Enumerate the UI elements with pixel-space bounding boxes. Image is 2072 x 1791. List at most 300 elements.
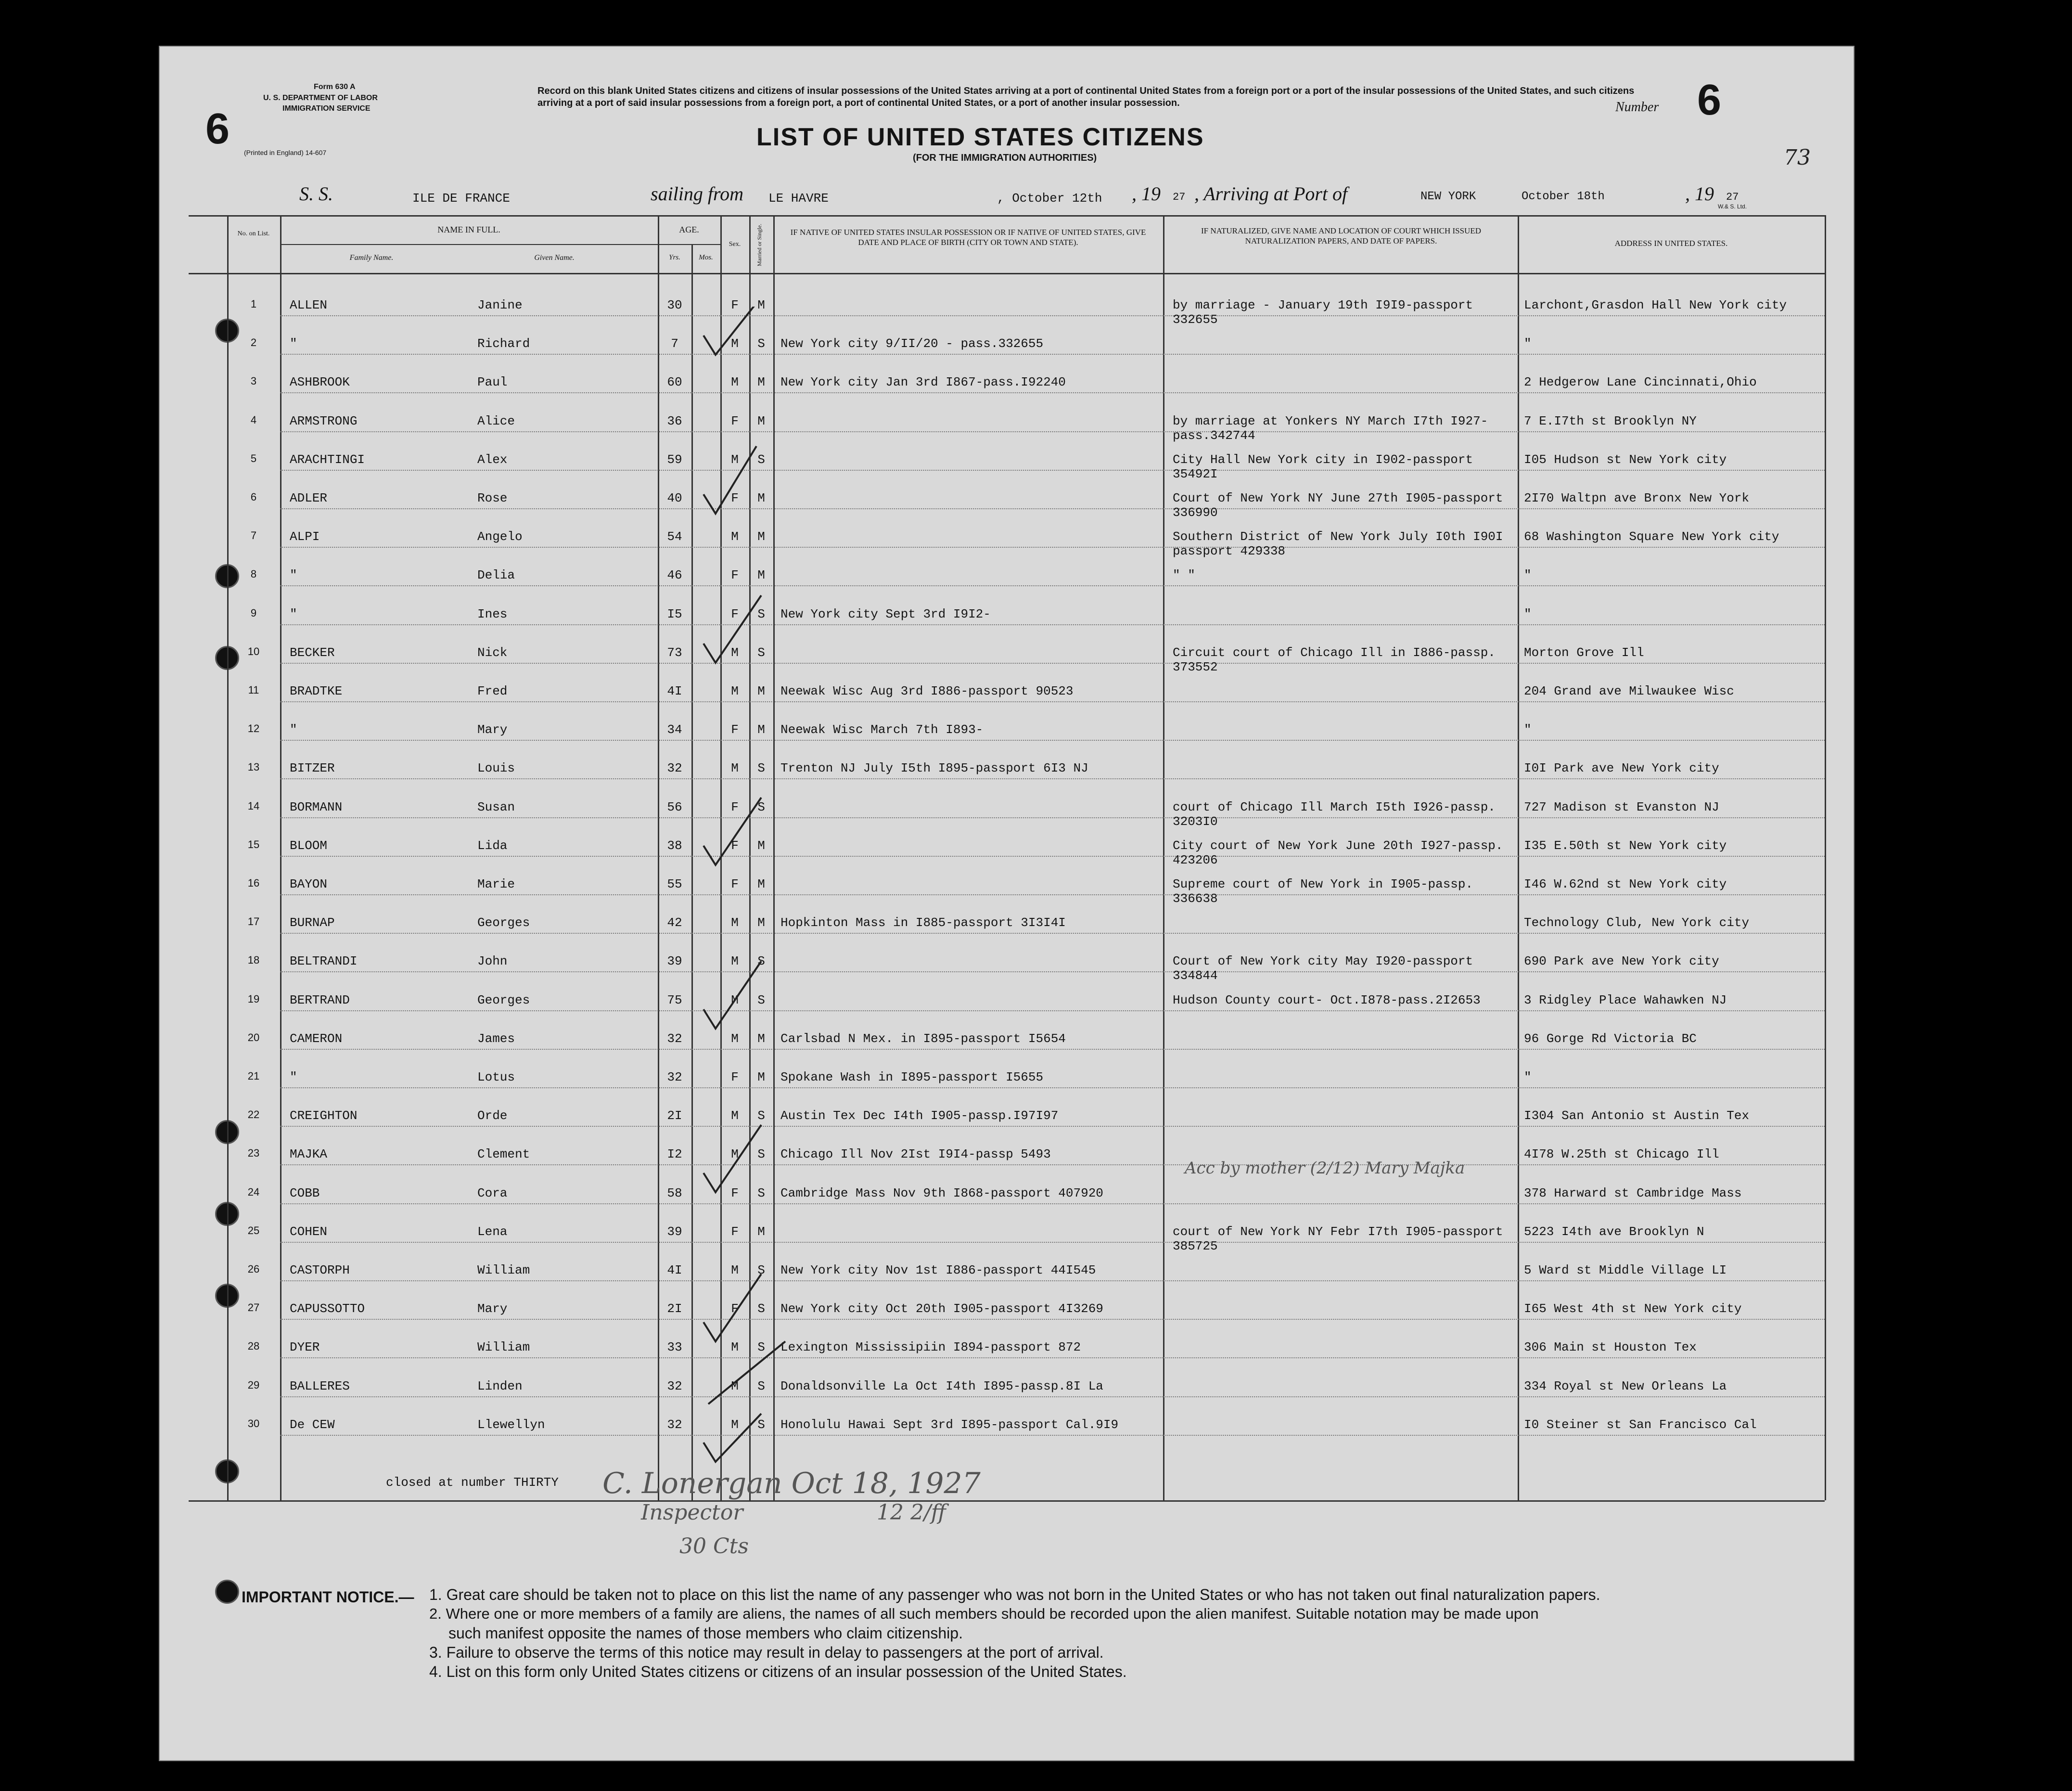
row-23-note: Acc by mother (2/12) Mary Majka xyxy=(1185,1159,1465,1178)
row-rule xyxy=(280,1087,1825,1088)
marital-status: S xyxy=(757,1263,765,1277)
marital-status: M xyxy=(757,1070,765,1084)
row-rule xyxy=(280,1435,1825,1436)
row-number: 17 xyxy=(247,915,260,928)
naturalization-details: Court of New York city May I920-passport xyxy=(1173,954,1473,969)
row-number: 1 xyxy=(250,298,257,310)
reference-note: 12 2/ff xyxy=(877,1500,946,1525)
marital-status: S xyxy=(757,954,765,969)
naturalization-details: " " xyxy=(1173,568,1195,583)
manifest-rows xyxy=(160,287,1854,1491)
row-rule xyxy=(280,431,1825,432)
table-row xyxy=(160,442,1854,480)
family-name: " xyxy=(290,722,297,737)
given-name: Lida xyxy=(477,838,508,853)
row-number: 15 xyxy=(247,838,260,850)
family-name: CREIGHTON xyxy=(290,1108,358,1123)
sex: F xyxy=(731,606,739,621)
age-years: 54 xyxy=(667,529,682,544)
page-number: 73 xyxy=(1784,145,1811,170)
table-row xyxy=(160,982,1854,1021)
closing-note: closed at number THIRTY xyxy=(386,1475,559,1490)
table-row xyxy=(160,287,1854,326)
given-name: Fred xyxy=(477,684,508,698)
number-value: 6 xyxy=(1697,76,1722,124)
table-row xyxy=(160,596,1854,635)
inspector-title: Inspector xyxy=(641,1500,743,1525)
marital-status: S xyxy=(757,336,765,351)
naturalization-details: Southern District of New York July I0th I90I xyxy=(1173,529,1503,544)
row-number: 18 xyxy=(247,954,260,966)
family-name: BELTRANDI xyxy=(290,954,358,969)
us-address: 690 Park ave New York city xyxy=(1524,954,1719,969)
us-address: 2 Hedgerow Lane Cincinnati,Ohio xyxy=(1524,375,1757,390)
row-rule xyxy=(280,933,1825,934)
naturalization-passport: 373552 xyxy=(1173,659,1218,674)
us-address: I304 San Antonio st Austin Tex xyxy=(1524,1108,1750,1123)
row-number: 29 xyxy=(247,1379,260,1391)
notice-item-4: 4. List on this form only United States citizens or citizens of an insular possession of the United States. xyxy=(429,1663,1127,1680)
table-row xyxy=(160,557,1854,596)
given-name: Angelo xyxy=(477,529,523,544)
naturalization-passport: 336990 xyxy=(1173,505,1218,520)
naturalization-passport: 35492I xyxy=(1173,466,1218,481)
family-name: ADLER xyxy=(290,491,328,505)
naturalization-details: by marriage - January 19th I9I9-passport xyxy=(1173,298,1473,312)
sex: F xyxy=(731,298,739,312)
family-name: BALLERES xyxy=(290,1379,350,1393)
family-name: BITZER xyxy=(290,761,335,776)
notice-lead: IMPORTANT NOTICE.— xyxy=(242,1588,414,1606)
naturalization-details: Circuit court of Chicago Ill in I886-passp. xyxy=(1173,645,1496,660)
header-family: Family Name. xyxy=(349,254,394,262)
row-rule xyxy=(280,1396,1825,1397)
naturalization-passport: passport 429338 xyxy=(1173,544,1286,559)
birth-details: Spokane Wash in I895-passport I5655 xyxy=(780,1070,1044,1084)
given-name: Mary xyxy=(477,1301,508,1316)
age-years: 42 xyxy=(667,915,682,930)
given-name: Orde xyxy=(477,1108,508,1123)
family-name: ALPI xyxy=(290,529,320,544)
us-address: 4I78 W.25th st Chicago Ill xyxy=(1524,1147,1719,1162)
table-top-rule xyxy=(189,215,1825,217)
printer-mark: W.& S. Ltd. xyxy=(1718,203,1747,210)
marital-status: M xyxy=(757,298,765,312)
age-years: 32 xyxy=(667,1417,682,1432)
header-mos: Mos. xyxy=(699,254,713,261)
birth-details: New York city Sept 3rd I9I2- xyxy=(780,606,991,621)
table-row xyxy=(160,828,1854,866)
sex: M xyxy=(731,1031,739,1046)
row-number: 25 xyxy=(247,1224,260,1237)
ship-name: ILE DE FRANCE xyxy=(412,191,510,206)
marital-status: S xyxy=(757,761,765,776)
marital-status: S xyxy=(757,992,765,1007)
age-years: 39 xyxy=(667,954,682,969)
row-number: 11 xyxy=(248,684,259,696)
age-years: 46 xyxy=(667,568,682,583)
row-number: 4 xyxy=(250,413,257,426)
family-name: BECKER xyxy=(290,645,335,660)
marital-status: S xyxy=(757,1379,765,1393)
given-name: Llewellyn xyxy=(477,1417,545,1432)
row-number: 9 xyxy=(250,606,257,619)
table-row xyxy=(160,519,1854,557)
us-address: 3 Ridgley Place Wahawken NJ xyxy=(1524,992,1727,1007)
family-name: De CEW xyxy=(290,1417,335,1432)
us-address: 204 Grand ave Milwaukee Wisc xyxy=(1524,684,1734,698)
us-address: " xyxy=(1524,722,1532,737)
marital-status: S xyxy=(757,1301,765,1316)
marital-status: M xyxy=(757,1031,765,1046)
age-years: 56 xyxy=(667,799,682,814)
sex: F xyxy=(731,413,739,428)
birth-details: New York city Nov 1st I886-passport 44I545 xyxy=(780,1263,1096,1277)
naturalization-passport: 334844 xyxy=(1173,968,1218,983)
given-name: Ines xyxy=(477,606,508,621)
table-row xyxy=(160,635,1854,673)
family-name: BORMANN xyxy=(290,799,343,814)
row-number: 24 xyxy=(247,1185,260,1198)
row-rule xyxy=(280,1280,1825,1281)
naturalization-passport: 336638 xyxy=(1173,891,1218,906)
row-number: 16 xyxy=(247,877,260,889)
naturalization-details: City court of New York June 20th I927-passp. xyxy=(1173,838,1503,853)
sex: F xyxy=(731,1070,739,1084)
naturalization-details: City Hall New York city in I902-passport xyxy=(1173,452,1473,467)
table-row xyxy=(160,1021,1854,1059)
row-number: 5 xyxy=(250,452,257,464)
number-label: Number xyxy=(1615,100,1659,115)
table-row xyxy=(160,1407,1854,1445)
sex: M xyxy=(731,1147,739,1162)
family-name: BAYON xyxy=(290,877,328,891)
row-number: 27 xyxy=(247,1301,260,1314)
age-years: 58 xyxy=(667,1185,682,1200)
table-row xyxy=(160,1368,1854,1407)
row-number: 7 xyxy=(250,529,257,542)
marital-status: M xyxy=(757,722,765,737)
us-address: 68 Washington Square New York city xyxy=(1524,529,1779,544)
row-rule xyxy=(280,315,1825,316)
birth-details: Hopkinton Mass in I885-passport 3I3I4I xyxy=(780,915,1066,930)
table-row xyxy=(160,1098,1854,1136)
notice-item-1: 1. Great care should be taken not to place on this list the name of any passenger who was not born in the United States or who has not taken out final naturalization papers. xyxy=(429,1586,1600,1603)
marital-status: M xyxy=(757,568,765,583)
us-address: I65 West 4th st New York city xyxy=(1524,1301,1742,1316)
check-marks xyxy=(689,307,814,1495)
row-number: 22 xyxy=(247,1108,260,1121)
given-name: Linden xyxy=(477,1379,523,1393)
naturalization-passport: 332655 xyxy=(1173,312,1218,327)
age-years: 30 xyxy=(667,298,682,312)
row-rule xyxy=(280,1049,1825,1050)
naturalization-passport: 423206 xyxy=(1173,852,1218,867)
form-title: LIST OF UNITED STATES CITIZENS xyxy=(756,123,1204,151)
birth-details: Honolulu Hawai Sept 3rd I895-passport Cal.9I9 xyxy=(780,1417,1119,1432)
age-years: 40 xyxy=(667,491,682,505)
us-address: 5 Ward st Middle Village LI xyxy=(1524,1263,1727,1277)
notice-item-2b: such manifest opposite the names of those members who claim citizenship. xyxy=(448,1624,963,1642)
row-rule xyxy=(280,1164,1825,1165)
printed-note: (Printed in England) 14-607 xyxy=(244,149,327,156)
age-years: 7 xyxy=(671,336,678,351)
arriving-label: , Arriving at Port of xyxy=(1194,183,1348,205)
birth-details: Austin Tex Dec I4th I905-passp.I97I97 xyxy=(780,1108,1059,1123)
family-name: BERTRAND xyxy=(290,992,350,1007)
age-years: 55 xyxy=(667,877,682,891)
birth-details: Lexington Mississipiin I894-passport 872 xyxy=(780,1340,1081,1355)
age-years: 36 xyxy=(667,413,682,428)
family-name: " xyxy=(290,606,297,621)
family-name: " xyxy=(290,1070,297,1084)
row-rule xyxy=(280,778,1825,779)
arrival-port: NEW YORK xyxy=(1420,190,1476,203)
given-name: John xyxy=(477,954,508,969)
us-address: 7 E.I7th st Brooklyn NY xyxy=(1524,413,1697,428)
us-address: " xyxy=(1524,1070,1532,1084)
given-name: William xyxy=(477,1340,530,1355)
arrival-year: 27 xyxy=(1726,191,1739,203)
given-name: Paul xyxy=(477,375,508,390)
row-number: 30 xyxy=(247,1417,260,1430)
sailing-year: 27 xyxy=(1173,191,1186,203)
row-number: 20 xyxy=(247,1031,260,1044)
birth-details: Carlsbad N Mex. in I895-passport I5654 xyxy=(780,1031,1066,1046)
row-number: 26 xyxy=(247,1263,260,1275)
age-years: 32 xyxy=(667,1379,682,1393)
birth-details: New York city Jan 3rd I867-pass.I92240 xyxy=(780,375,1066,390)
us-address: 2I70 Waltpn ave Bronx New York xyxy=(1524,491,1750,505)
header-address: ADDRESS IN UNITED STATES. xyxy=(1614,239,1728,248)
row-number: 3 xyxy=(250,375,257,387)
marital-status: S xyxy=(757,645,765,660)
manifest-page xyxy=(159,46,1855,1761)
age-years: 4I xyxy=(667,1263,682,1277)
naturalization-details: by marriage at Yonkers NY March I7th I927- xyxy=(1173,413,1488,428)
service: IMMIGRATION SERVICE xyxy=(282,104,371,113)
naturalization-passport: pass.342744 xyxy=(1173,428,1255,443)
sex: F xyxy=(731,722,739,737)
header-name: NAME IN FULL. xyxy=(437,225,500,234)
age-years: 75 xyxy=(667,992,682,1007)
naturalization-passport: 3203I0 xyxy=(1173,814,1218,829)
sex: F xyxy=(731,877,739,891)
table-row xyxy=(160,1329,1854,1368)
table-row xyxy=(160,326,1854,364)
family-name: DYER xyxy=(290,1340,320,1355)
birth-details: New York city Oct 20th I905-passport 4I3269 xyxy=(780,1301,1103,1316)
family-name: MAJKA xyxy=(290,1147,328,1162)
marital-status: S xyxy=(757,606,765,621)
row-rule xyxy=(280,1126,1825,1127)
table-row xyxy=(160,1175,1854,1214)
given-name: Susan xyxy=(477,799,515,814)
table-row xyxy=(160,364,1854,403)
age-subrule xyxy=(658,244,720,245)
marital-status: S xyxy=(757,1185,765,1200)
sex: F xyxy=(731,568,739,583)
us-address: 306 Main st Houston Tex xyxy=(1524,1340,1697,1355)
family-name: " xyxy=(290,568,297,583)
given-name: Marie xyxy=(477,877,515,891)
family-name: ALLEN xyxy=(290,298,328,312)
naturalization-details: Hudson County court- Oct.I878-pass.2I2653 xyxy=(1173,992,1481,1007)
sex: F xyxy=(731,1185,739,1200)
sex: F xyxy=(731,838,739,853)
naturalization-details: Court of New York NY June 27th I905-passport xyxy=(1173,491,1503,505)
binder-hole xyxy=(215,1580,239,1604)
given-name: Lotus xyxy=(477,1070,515,1084)
sex: M xyxy=(731,1263,739,1277)
table-row xyxy=(160,866,1854,905)
us-address: Morton Grove Ill xyxy=(1524,645,1644,660)
sex: F xyxy=(731,491,739,505)
row-number: 14 xyxy=(247,799,260,812)
given-name: Lena xyxy=(477,1224,508,1239)
given-name: Janine xyxy=(477,298,523,312)
row-rule xyxy=(280,1010,1825,1011)
table-row xyxy=(160,1291,1854,1329)
notice-item-3: 3. Failure to observe the terms of this notice may result in delay to passengers at the port of arrival. xyxy=(429,1644,1104,1661)
table-bottom-rule xyxy=(189,1500,1825,1502)
row-number: 19 xyxy=(247,992,260,1005)
sex: M xyxy=(731,1417,739,1432)
row-rule xyxy=(280,856,1825,857)
birth-details: New York city 9/II/20 - pass.332655 xyxy=(780,336,1044,351)
sex: F xyxy=(731,1301,739,1316)
naturalization-details: court of New York NY Febr I7th I905-passport xyxy=(1173,1224,1503,1239)
row-number: 13 xyxy=(247,761,260,773)
sex: M xyxy=(731,1379,739,1393)
header-no: No. on List. xyxy=(237,230,270,237)
table-row xyxy=(160,1059,1854,1098)
table-row xyxy=(160,905,1854,943)
sailing-port: LE HAVRE xyxy=(768,191,829,206)
family-name: CAPUSSOTTO xyxy=(290,1301,365,1316)
row-number: 23 xyxy=(247,1147,260,1160)
notice-item-2: 2. Where one or more members of a family are aliens, the names of all such members should be recorded upon the alien manifest. Suitable notation may be made upon xyxy=(429,1605,1539,1622)
us-address: 5223 I4th ave Brooklyn N xyxy=(1524,1224,1704,1239)
age-years: 39 xyxy=(667,1224,682,1239)
table-header-rule xyxy=(189,273,1825,274)
row-rule xyxy=(280,470,1825,471)
given-name: Cora xyxy=(477,1185,508,1200)
table-row xyxy=(160,712,1854,750)
family-name: BURNAP xyxy=(290,915,335,930)
row-number: 28 xyxy=(247,1340,260,1353)
given-name: Nick xyxy=(477,645,508,660)
birth-details: Chicago Ill Nov 2Ist I9I4-passp 5493 xyxy=(780,1147,1051,1162)
us-address: I35 E.50th st New York city xyxy=(1524,838,1727,853)
age-years: 73 xyxy=(667,645,682,660)
name-subrule xyxy=(280,244,658,245)
marital-status: M xyxy=(757,877,765,891)
family-name: COHEN xyxy=(290,1224,328,1239)
row-rule xyxy=(280,354,1825,355)
ss-label: S. S. xyxy=(299,183,333,205)
us-address: Larchont,Grasdon Hall New York city xyxy=(1524,298,1787,312)
row-rule xyxy=(280,1203,1825,1204)
row-rule xyxy=(280,701,1825,702)
us-address: I0I Park ave New York city xyxy=(1524,761,1719,776)
header-native: IF NATIVE OF UNITED STATES INSULAR POSSESSION OR IF NATIVE OF UNITED STATES, GIVE DATE AND PLACE OF BIRTH (CITY OR TOWN AND STATE). xyxy=(790,228,1146,247)
given-name: Richard xyxy=(477,336,530,351)
family-name: ARACHTINGI xyxy=(290,452,365,467)
table-row xyxy=(160,403,1854,442)
age-years: I5 xyxy=(667,606,682,621)
age-years: 4I xyxy=(667,684,682,698)
given-name: Rose xyxy=(477,491,508,505)
year-label-1: , 19 xyxy=(1132,183,1161,205)
sex: F xyxy=(731,1224,739,1239)
sex: M xyxy=(731,452,739,467)
inspector-signature: C. Lonergan Oct 18, 1927 xyxy=(602,1467,981,1500)
birth-details: Cambridge Mass Nov 9th I868-passport 407920 xyxy=(780,1185,1103,1200)
marital-status: S xyxy=(757,1340,765,1355)
given-name: Clement xyxy=(477,1147,530,1162)
marital-status: S xyxy=(757,1108,765,1123)
row-number: 6 xyxy=(250,491,257,503)
table-row xyxy=(160,1136,1854,1175)
age-years: 33 xyxy=(667,1340,682,1355)
header-naturalized: IF NATURALIZED, GIVE NAME AND LOCATION OF COURT WHICH ISSUED NATURALIZATION PAPERS, AND DATE OF PAPERS. xyxy=(1201,226,1481,245)
family-name: COBB xyxy=(290,1185,320,1200)
table-row xyxy=(160,1252,1854,1291)
row-number: 8 xyxy=(250,568,257,580)
age-years: 32 xyxy=(667,1031,682,1046)
row-rule xyxy=(280,624,1825,625)
sex: M xyxy=(731,1340,739,1355)
marital-status: S xyxy=(757,1147,765,1162)
header-sex: Sex. xyxy=(729,241,741,248)
tally-note: 30 Cts xyxy=(679,1534,749,1559)
row-rule xyxy=(280,740,1825,741)
row-rule xyxy=(280,547,1825,548)
form-number: Form 630 A xyxy=(314,83,356,91)
us-address: I0 Steiner st San Francisco Cal xyxy=(1524,1417,1757,1432)
birth-details: Donaldsonville La Oct I4th I895-passp.8I La xyxy=(780,1379,1103,1393)
family-name: CASTORPH xyxy=(290,1263,350,1277)
age-years: 59 xyxy=(667,452,682,467)
birth-details: Neewak Wisc March 7th I893- xyxy=(780,722,984,737)
row-rule xyxy=(280,663,1825,664)
header-married: Married or Single. xyxy=(756,223,763,267)
marital-status: S xyxy=(757,799,765,814)
age-years: 2I xyxy=(667,1301,682,1316)
form-subtitle: (FOR THE IMMIGRATION AUTHORITIES) xyxy=(913,153,1097,163)
given-name: Georges xyxy=(477,915,530,930)
sailing-date: , October 12th xyxy=(997,191,1102,206)
given-name: William xyxy=(477,1263,530,1277)
header-yrs: Yrs. xyxy=(669,254,680,261)
us-address: 96 Gorge Rd Victoria BC xyxy=(1524,1031,1697,1046)
us-address: " xyxy=(1524,606,1532,621)
table-row xyxy=(160,480,1854,519)
sailing-label: sailing from xyxy=(651,183,743,205)
marital-status: M xyxy=(757,491,765,505)
sex: M xyxy=(731,992,739,1007)
row-number: 10 xyxy=(247,645,260,657)
given-name: Louis xyxy=(477,761,515,776)
sex: M xyxy=(731,954,739,969)
table-row xyxy=(160,750,1854,789)
sex: M xyxy=(731,684,739,698)
given-name: Georges xyxy=(477,992,530,1007)
age-years: 32 xyxy=(667,1070,682,1084)
sex: M xyxy=(731,336,739,351)
marital-status: M xyxy=(757,1224,765,1239)
